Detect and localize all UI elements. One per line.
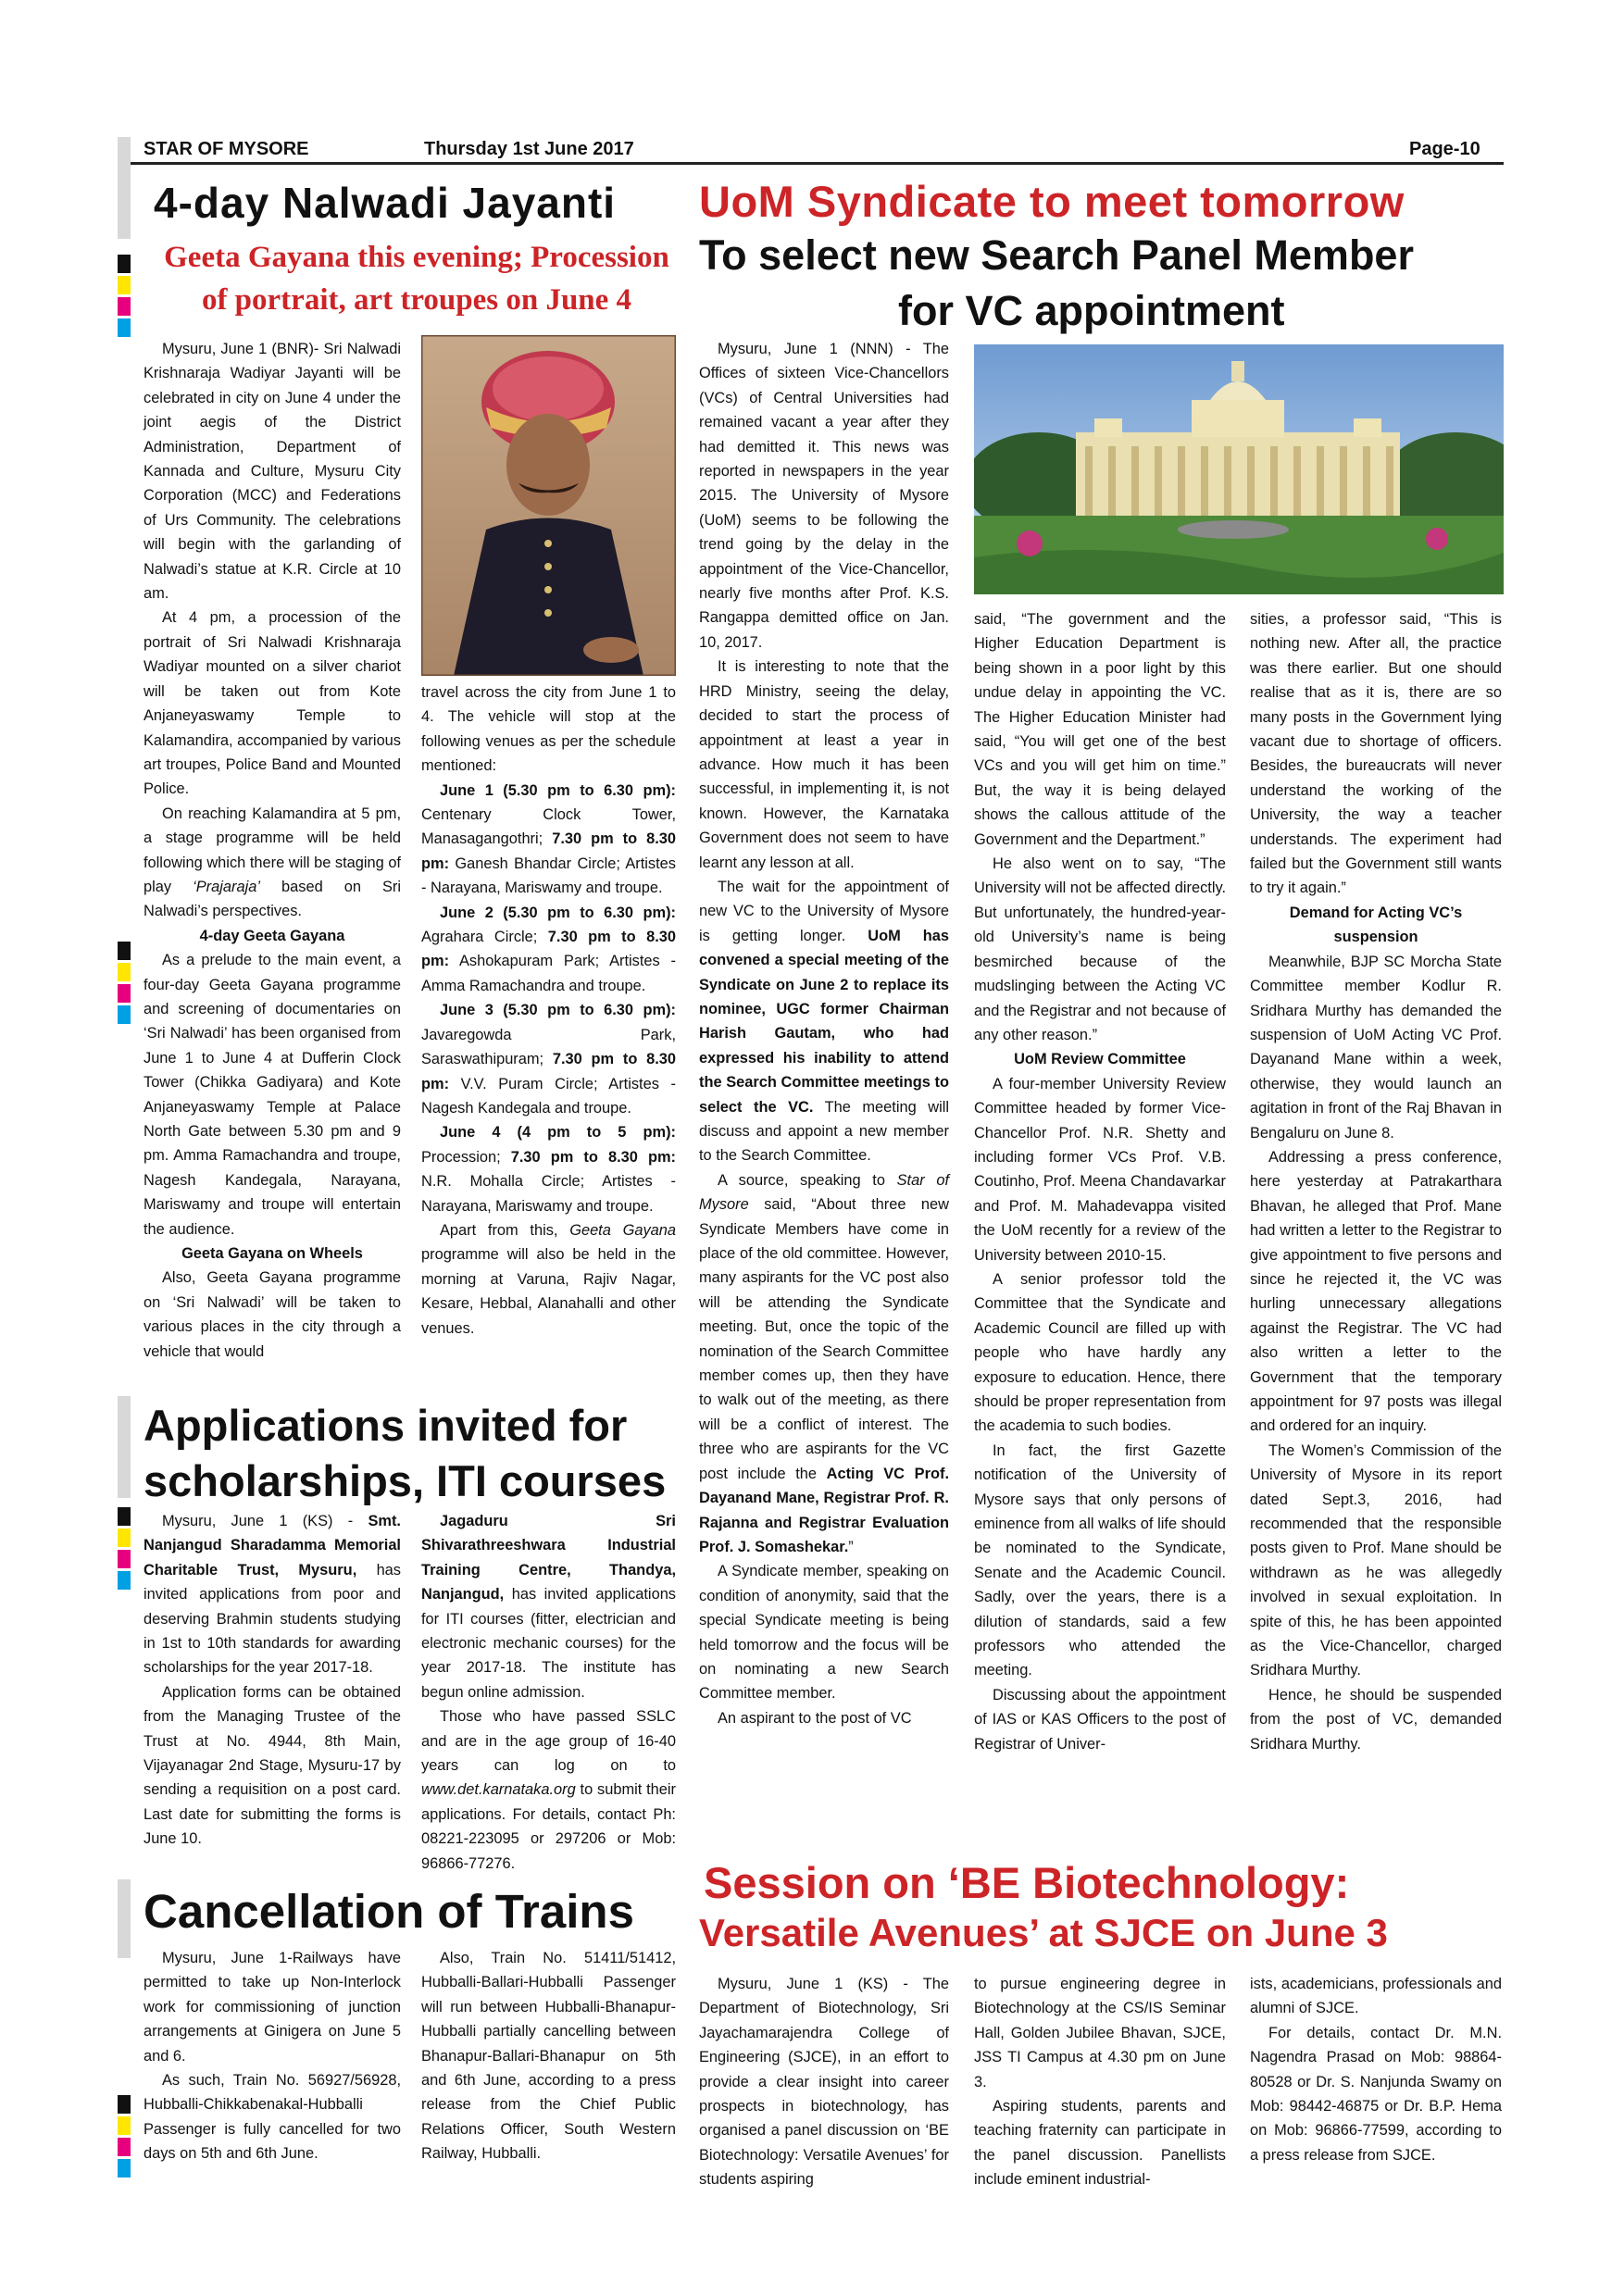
trains-headline: Cancellation of Trains [144, 1885, 634, 1938]
section-subhead: Geeta Gayana on Wheels [181, 1245, 363, 1263]
paragraph: ists, academicians, professionals and alumni of SJCE. [1250, 1976, 1502, 2017]
paragraph: The wait for the appointment of new VC to the University of Mysore is getting longer. UoM has convened a special meeting of the Syndicate on June 2 to replace its nominee, UGC former Chairman Harish Gautam, who had expressed his inability to attend the Search Committee meetings to select the VC. The meeting will discuss and appoint a new member to the Search Committee. [699, 878, 949, 1165]
university-building-image [974, 344, 1504, 594]
trains-column-2 [421, 1946, 676, 2166]
paragraph: Jagaduru Sri Shivarathreeshwara Industrial Training Centre, Thandya, Nanjangud, has invited applications for ITI courses (fitter, electrician and electronic mechanic courses) for the year 2017-18. The institute has begun online admission. [421, 1513, 676, 1701]
paragraph: Mysuru, June 1 (KS) - Smt. Nanjangud Sharadamma Memorial Charitable Trust, Mysuru, has invited applications from poor and deserving Brahmin students studying in 1st to 10th standards for awarding scholarships for the year 2017-18. [144, 1513, 401, 1677]
paragraph: The Women’s Commission of the University of Mysore in its report dated Sept.3, 2016, had recommended that the responsible posts given to Prof. Mane should be withdrawn as he was allegedly involved in sexual exploitation. In spite of this, he has been appointed as the Vice-Chancellor, charged Sridhara Murthy. [1250, 1441, 1502, 1679]
nalwadi-subhead-line: of portrait, art troupes on June 4 [201, 283, 632, 317]
paragraph: to pursue engineering degree in Biotechnology at the CS/IS Seminar Hall, Golden Jubilee Bhavan, SJCE, JSS TI Campus at 4.30 pm on June 3. [974, 1976, 1226, 2090]
scholarships-column-2 [421, 1509, 676, 1876]
paragraph: Also, Train No. 51411/51412, Hubballi-Ballari-Hubballi Passenger will run between Hubballi-Bhanapur-Hubballi partially cancelling between Bhanapur-Ballari-Bhanapur on 5th and 6th June, according to a press release from the Chief Public Relations Officer, South Western Railway, Hubballi. [421, 1950, 676, 2163]
biotech-headline-line-1: Session on ‘BE Biotechnology: [704, 1858, 1350, 1907]
paragraph: As such, Train No. 56927/56928, Hubballi-Chikkabenakal-Hubballi Passenger is fully cancelled for two days on 5th and 6th June. [144, 2072, 401, 2163]
uom-subhead-line-1: To select new Search Panel Member [699, 231, 1414, 279]
paragraph: A source, speaking to Star of Mysore said, “About three new Syndicate Members have come in place of the old committee. However, many aspirants for the VC post also will be attending the Syndicate meeting. But, once the topic of the nomination of the Search Committee member comes up, then they have to walk out of the meeting, as there will be a conflict of interest. The three who are aspirants for the VC post include the Acting VC Prof. Dayanand Mane, Registrar Prof. R. Rajanna and Registrar Evaluation Prof. J. Somashekar.” [699, 1171, 949, 1555]
paragraph: Mysuru, June 1 (BNR)- Sri Nalwadi Krishnaraja Wadiyar Jayanti will be celebrated in city on June 4 under the joint aegis of the District Administration, Department of Kannada and Culture, Mysuru City Corporation (MCC) and Federations of Urs Community. The celebrations will begin with the garlanding of Nalwadi’s statue at K.R. Circle at 10 am. [144, 341, 401, 603]
nalwadi-column-1 [144, 337, 401, 1364]
masthead-date: Thursday 1st June 2017 [424, 139, 634, 159]
biotech-column-3 [1250, 1972, 1502, 2167]
masthead-paper-name: STAR OF MYSORE [144, 139, 309, 159]
masthead-rule [120, 162, 1504, 165]
schedule-item: June 2 (5.30 pm to 6.30 pm): Agrahara Circle; 7.30 pm to 8.30 pm: Ashokapuram Park; Artistes - Amma Ramachandra and troupe. [421, 904, 676, 994]
paragraph: At 4 pm, a procession of the portrait of Sri Nalwadi Krishnaraja Wadiyar mounted on a silver chariot will be taken out from Kote Anjaneyaswamy Temple to Kalamandira, accompanied by various art troupes, Police Band and Mounted Police. [144, 609, 401, 798]
paragraph: Meanwhile, BJP SC Morcha State Committee member Kodlur R. Sridhara Murthy has demanded the suspension of UoM Acting VC Prof. Dayanand Mane within a week, otherwise, they would launch an agitation in front of the Raj Bhavan in Bengaluru on June 8. [1250, 953, 1502, 1142]
scholarships-headline [144, 1398, 666, 1509]
biotech-column-1 [699, 1972, 949, 2192]
nalwadi-subhead-line: Geeta Gayana this evening; Procession [164, 241, 669, 274]
uom-column-3 [1250, 607, 1502, 1756]
paragraph: It is interesting to note that the HRD Ministry, seeing the delay, decided to start the process of appointment at least a year in advance. How much it has been successful, in implementing it, is not known. However, the Karnataka Government does not seem to have learnt any lesson at all. [699, 658, 949, 871]
paragraph: A four-member University Review Committee headed by former Vice-Chancellor Prof. N.R. Shetty and including former VCs Prof. V.B. Coutinho, Prof. Meena Chandavarkar and Prof. M. Mahadevappa visited the UoM recently for a review of the University between 2010-15. [974, 1075, 1226, 1264]
margin-bar [118, 1879, 131, 1958]
schedule-item: June 1 (5.30 pm to 6.30 pm): Centenary Clock Tower, Manasagangothri; 7.30 pm to 8.30 pm: Ganesh Bhandar Circle; Artistes - Narayana, Mariswamy and troupe. [421, 781, 676, 897]
nalwadi-column-2 [421, 680, 676, 1341]
uom-subhead-line-2: for VC appointment [898, 287, 1285, 334]
biotech-column-2 [974, 1972, 1226, 2192]
headline-line: scholarships, ITI courses [144, 1456, 667, 1505]
schedule-item: June 4 (4 pm to 5 pm): Procession; 7.30 pm to 8.30 pm: N.R. Mohalla Circle; Artistes - Narayana, Mariswamy and troupe. [421, 1124, 676, 1215]
paragraph: A Syndicate member, speaking on condition of anonymity, said that the special Syndicate meeting is being held tomorrow and the focus will be on nominating a new Search Committee member. [699, 1563, 949, 1703]
paragraph: As a prelude to the main event, a four-day Geeta Gayana programme and screening of documentaries on ‘Sri Nalwadi’ has been organised from June 1 to June 4 at Dufferin Clock Tower (Chikka Gadiyara) and Kote Anjaneyaswamy Temple at Palace North Gate between 5.30 pm and 9 pm. Amma Ramachandra and troupe, Nagesh Kandegala, Narayana, Mariswamy and troupe will entertain the audience. [144, 952, 401, 1238]
paragraph: For details, contact Dr. M.N. Nagendra Prasad on Mob: 98864-80528 or Dr. S. Nanjunda Swamy on Mob: 98442-46875 or Dr. B.P. Hema on Mob: 96866-77599, according to a press release from SJCE. [1250, 2024, 1502, 2164]
paragraph: Mysuru, June 1 (NNN) - The Offices of sixteen Vice-Chancellors (VCs) of Central Universities had remained vacant a year after they had demitted it. This news was reported in newspapers in the year 2015. The University of Mysore (UoM) seems to be following the trend going by the delay in the appointment of the Vice-Chancellor, nearly five months after Prof. K.S. Rangappa demitted office on Jan. 10, 2017. [699, 341, 949, 651]
paragraph: Discussing about the appointment of IAS or KAS Officers to the post of Registrar of Univer- [974, 1686, 1226, 1753]
nalwadi-portrait-image [421, 335, 676, 676]
paragraph: Hence, he should be suspended from the post of VC, demanded Sridhara Murthy. [1250, 1686, 1502, 1753]
uom-headline: UoM Syndicate to meet tomorrow [699, 177, 1405, 226]
paragraph: Mysuru, June 1 (KS) - The Department of Biotechnology, Sri Jayachamarajendra College of Engineering (SJCE), in an effort to provide a clear insight into career prospects in biotechnology, has organised a panel discussion on ‘BE Biotechnology: Versatile Avenues’ for students aspiring [699, 1976, 949, 2189]
paragraph: Addressing a press conference, here yesterday at Patrakarthara Bhavan, he alleged that Prof. Mane had written a letter to the Registrar to give appointment to five persons and since he rejected it, the VC was hurling unnecessary allegations against the Registrar. The VC had also written a letter to the Government that the temporary appointment for 97 posts was illegal and ordered for an inquiry. [1250, 1148, 1502, 1435]
paragraph: travel across the city from June 1 to 4. The vehicle will stop at the following venues as per the schedule mentioned: [421, 684, 676, 775]
paragraph: On reaching Kalamandira at 5 pm, a stage programme will be held following which there will be staging of play ‘Prajaraja’ based on Sri Nalwadi’s perspectives. [144, 805, 402, 920]
paragraph: sities, a professor said, “This is nothing new. After all, the practice was there earlier. But one should realise that as it is, there are so many posts in the Government lying vacant due to shortage of officers. Besides, the bureaucrats will never understand the working of the University, the way a teacher understands. The experiment had failed but the Government still wants to try it again.” [1250, 611, 1502, 897]
trains-column-1 [144, 1946, 401, 2166]
paragraph: said, “The government and the Higher Education Department is being shown in a poor light by this undue delay in appointing the VC. The Higher Education Minister had said, “You will get one of the best VCs and you will get him on time.” But, the way it is being delayed shows the callous attitude of the Government and the Department.” [974, 611, 1226, 848]
paragraph: An aspirant to the post of VC [718, 1709, 912, 1727]
section-subhead: UoM Review Committee [1014, 1051, 1186, 1068]
nalwadi-headline: 4-day Nalwadi Jayanti [154, 179, 617, 227]
margin-bar [118, 1396, 131, 1498]
section-subhead: Demand for Acting VC’s suspension [1289, 904, 1463, 946]
paragraph: Those who have passed SSLC and are in the age group of 16-40 years can log on to www.det.karnataka.org to submit their applications. For details, contact Ph: 08221-223095 or 297206 or Mob: 96866-77276. [421, 1708, 676, 1872]
paragraph: He also went on to say, “The University will not be affected directly. But unfortunately, the hundred-year-old University’s name is being besmirched because of the mudslinging between the Acting VC and the Registrar and not because of any other reason.” [974, 855, 1226, 1043]
paragraph: A senior professor told the Committee that the Syndicate and Academic Council are filled up with people who have hardly any exposure to education. Hence, there should be proper representation from the academia to such bodies. [974, 1270, 1226, 1435]
section-subhead: 4-day Geeta Gayana [199, 927, 345, 944]
scholarships-column-1 [144, 1509, 401, 1852]
biotech-headline-line-2: Versatile Avenues’ at SJCE on June 3 [699, 1911, 1388, 1954]
paragraph: Application forms can be obtained from the Managing Trustee of the Trust at No. 4944, 8th Main, Vijayanagar 2nd Stage, Mysuru-17 by sending a requisition on a post card. Last date for submitting the forms is June 10. [144, 1683, 401, 1848]
margin-bar [118, 137, 131, 239]
nalwadi-subhead [139, 236, 694, 321]
paragraph: Mysuru, June 1-Railways have permitted to take up Non-Interlock work for commissioning of junction arrangements at Ginigera on June 5 and 6. [144, 1950, 401, 2065]
schedule-item: June 3 (5.30 pm to 6.30 pm): Javaregowda Park, Saraswathipuram; 7.30 pm to 8.30 pm: V.V. Puram Circle; Artistes - Nagesh Kandegala and troupe. [421, 1002, 676, 1117]
paragraph: Also, Geeta Gayana programme on ‘Sri Nalwadi’ will be taken to various places in the city through a vehicle that would [144, 1269, 401, 1360]
paragraph: Aspiring students, parents and teaching fraternity can participate in the panel discussion. Panellists include eminent industrial- [974, 2098, 1226, 2189]
uom-column-2 [974, 607, 1226, 1756]
uom-column-1 [699, 337, 949, 1730]
paragraph: In fact, the first Gazette notification of the University of Mysore says that only persons of eminence from all walks of life should be nominated to the Syndicate, Senate and the Academic Council. Sadly, over the years, there is a dilution of standards, said a few professors who attended the meeting. [974, 1441, 1226, 1679]
masthead-page-number: Page-10 [1409, 139, 1480, 159]
headline-line: Applications invited for [144, 1401, 628, 1450]
paragraph: Apart from this, Geeta Gayana programme will also be held in the morning at Varuna, Rajiv Nagar, Kesare, Hebbal, Alanahalli and other venues. [421, 1221, 676, 1337]
